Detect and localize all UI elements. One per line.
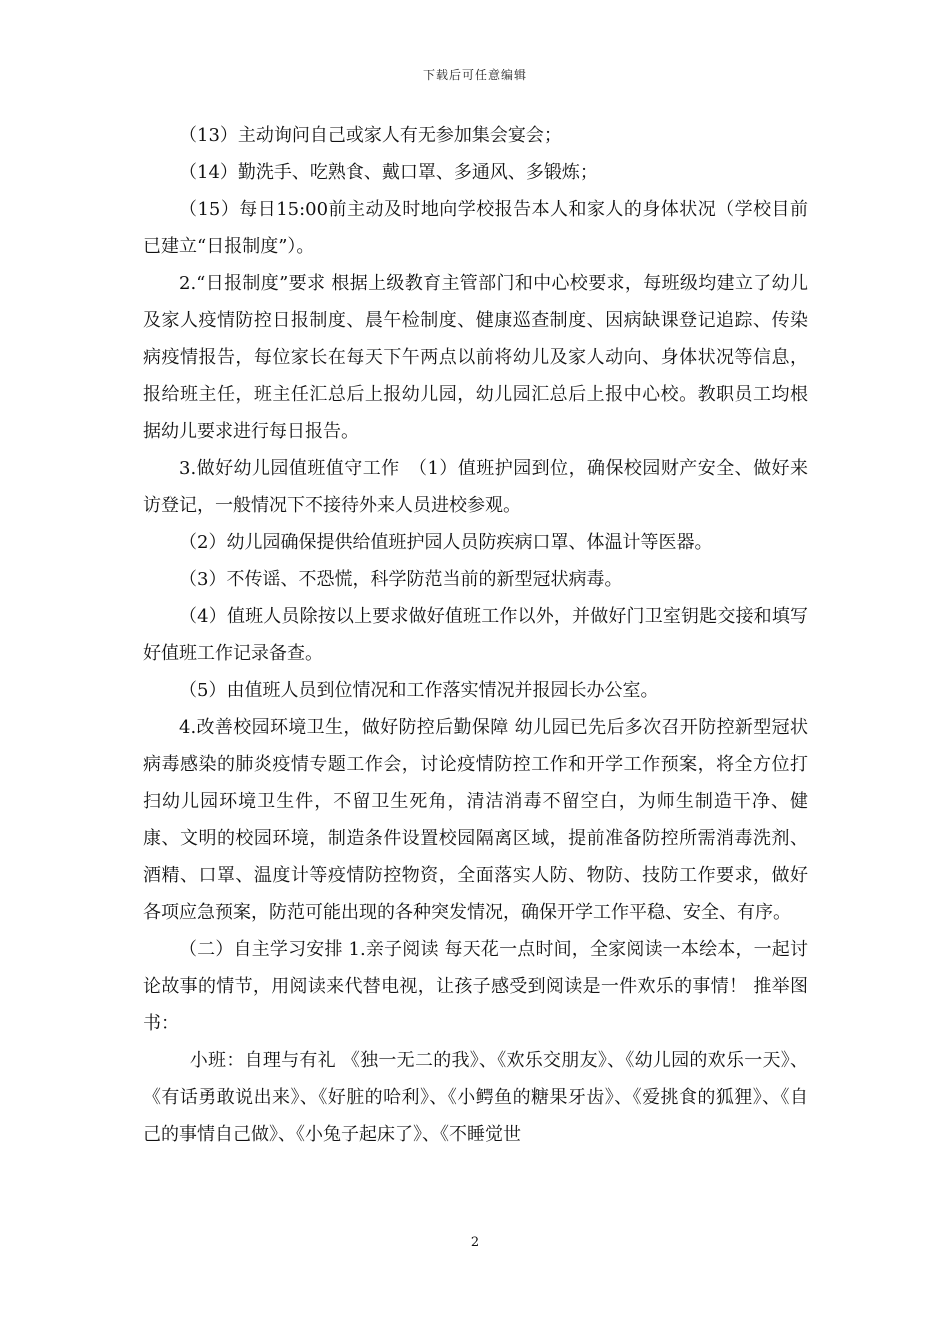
paragraph-duty-3: （3）不传谣、不恐慌，科学防范当前的新型冠状病毒。 <box>179 569 623 590</box>
page-number: 2 <box>470 1235 480 1250</box>
paragraph-13: （13）主动询问自己或家人有无参加集会宴会； <box>179 125 562 146</box>
paragraph-environment: 4.改善校园环境卫生，做好防控后勤保障 幼儿园已先后多次召开防控新型冠状病毒感染的肺炎疫情专题工作会，讨论疫情防控工作和开学工作预案，将全方位打扫幼儿园环境卫生件，不留卫生死角，清洁消毒不留空白，为师生制造干净、健康、文明的校园环境，制造条件设置校园隔离区域，提前准备防控所需消毒洗剂、酒精、口罩、温度计等疫情防控物资，全面落实人防、物防、技防工作要求，做好各项应急预案，防范可能出现的各种突发情况，确保开学工作平稳、安全、有序。 <box>143 717 808 923</box>
page-header: 下载后可任意编辑 <box>422 68 527 82</box>
paragraph-small-class-books: 小班：自理与有礼 《独一无二的我》、《欢乐交朋友》、《幼儿园的欢乐一天》、《有话勇敢说出来》、《好脏的哈利》、《小鳄鱼的糖果牙齿》、《爱挑食的狐狸》、《自己的事情自己做》、《小兔子起床了》、《不睡觉世 <box>143 1050 808 1145</box>
paragraph-duty-5: （5）由值班人员到位情况和工作落实情况并报园长办公室。 <box>179 680 659 701</box>
paragraph-daily-report: 2.“日报制度”要求 根据上级教育主管部门和中心校要求，每班级均建立了幼儿及家人疫情防控日报制度、晨午检制度、健康巡查制度、因病缺课登记追踪、传染病疫情报告，每位家长在每天下午两点以前将幼儿及家人动向、身体状况等信息，报给班主任，班主任汇总后上报幼儿园，幼儿园汇总后上报中心校。教职员工均根据幼儿要求进行每日报告。 <box>143 273 808 442</box>
paragraph-duty-work: 3.做好幼儿园值班值守工作 （1）值班护园到位，确保校园财产安全、做好来访登记，一般情况下不接待外来人员进校参观。 <box>143 458 808 516</box>
paragraph-duty-4: （4）值班人员除按以上要求做好值班工作以外，并做好门卫室钥匙交接和填写好值班工作记录备查。 <box>143 606 808 664</box>
paragraph-14: （14）勤洗手、吃熟食、戴口罩、多通风、多锻炼； <box>179 162 598 183</box>
document-body <box>143 117 808 1153</box>
paragraph-self-study: （二）自主学习安排 1.亲子阅读 每天花一点时间，全家阅读一本绘本，一起讨论故事的情节，用阅读来代替电视，让孩子感受到阅读是一件欢乐的事情！ 推举图书： <box>143 939 808 1034</box>
paragraph-15: （15）每日15:00前主动及时地向学校报告本人和家人的身体状况（学校目前已建立“日报制度”）。 <box>143 199 808 257</box>
paragraph-duty-2: （2）幼儿园确保提供给值班护园人员防疾病口罩、体温计等医器。 <box>179 532 713 553</box>
